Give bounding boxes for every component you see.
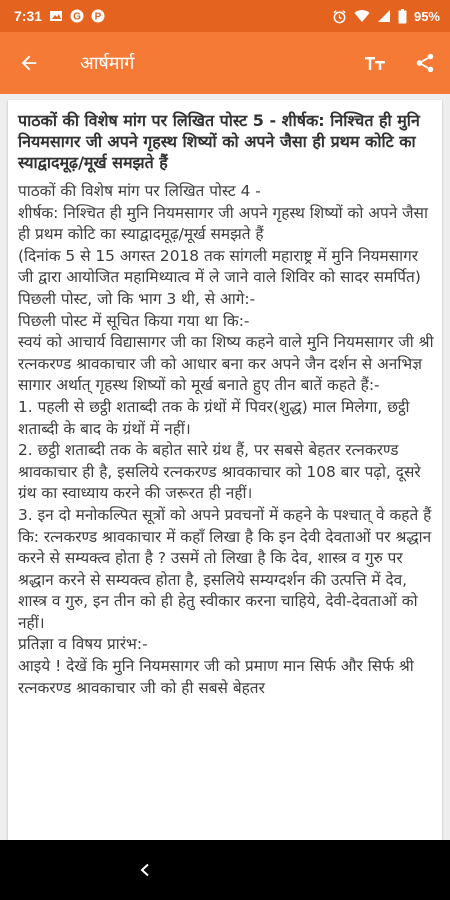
signal-icon [377,9,391,23]
wifi-icon [354,9,370,23]
p-app-icon [91,9,105,23]
chevron-left-icon [139,863,151,877]
post-paragraph: स्वयं को आचार्य विद्यासागर जी का शिष्य कहने वाले मुनि नियमसागर जी श्री रत्नकरण्ड श्रावकाचार जी को आधार बना कर अपने जैन दर्शन से अनभिज्ञ सागार अर्थात् गृहस्थ शिष्यों को मूर्ख बनाते हुए तीन बातें कहते हैं:- [18,333,434,395]
arrow-left-icon [18,52,40,74]
battery-icon [398,9,407,24]
post-title: पाठकों की विशेष मांग पर लिखित पोस्ट 5 - शीर्षक: निश्चित ही मुनि नियमसागर जी अपने गृहस्थ शिष्यों को अपने जैसा ही प्रथम कोटि का स्याद्वादमूढ़/मूर्ख समझते हैं [18,111,420,172]
google-icon [70,9,84,23]
image-icon [49,9,63,23]
status-time: 7:31 [14,8,43,24]
battery-percent: 95% [413,8,440,24]
post-paragraph: पाठकों की विशेष मांग पर लिखित पोस्ट 4 - [18,182,261,200]
post-paragraph: (दिनांक 5 से 15 अगस्त 2018 तक सांगली महाराष्ट्र में मुनि नियमसागर जी द्वारा आयोजित महामिथ्यात्व में ले जाने वाले शिविर को सादर समर्पित) [18,246,421,287]
navigation-bar [0,840,450,900]
share-icon [414,52,436,74]
post-paragraph: आइये ! देखें कि मुनि नियमसागर जी को प्रमाण मान सिर्फ और सिर्फ श्री रत्नकरण्ड श्रावकाचार जी को ही सबसे बेहतर [18,657,414,697]
post-paragraph: पिछली पोस्ट में सूचित किया गया था कि:- [18,311,250,330]
status-bar [0,0,450,32]
content-area[interactable] [0,94,450,840]
app-title: आर्षमार्ग [80,53,135,74]
svg-text:P: P [94,11,102,23]
post-card [8,100,442,840]
app-bar [0,32,450,94]
svg-text:G: G [73,11,81,23]
back-button[interactable] [0,32,58,94]
share-button[interactable] [400,32,450,94]
text-size-button[interactable] [350,32,400,94]
text-size-icon [363,52,387,74]
system-back-button[interactable] [125,850,165,890]
post-paragraph: 1. पहली से छट्ठी शताब्दी तक के ग्रंथों में पिवर(शुद्ध) माल मिलेगा, छट्ठी शताब्दी के बाद के ग्रंथों में नहीं। [18,397,410,438]
post-paragraph: 2. छट्ठी शताब्दी तक के बहोत सारे ग्रंथ हैं, पर सबसे बेहतर रत्नकरण्ड श्रावकाचार ही है, इसलिये रत्नकरण्ड श्रावकाचार को 108 बार पढ़ो, दूसरे ग्रंथ का स्वाध्याय करने की जरूरत ही नहीं। [18,441,421,503]
post-paragraph: पिछली पोस्ट, जो कि भाग 3 थी, से आगे:- [18,289,256,308]
post-body [18,181,434,699]
post-paragraph: शीर्षक: निश्चित ही मुनि नियमसागर जी अपने गृहस्थ शिष्यों को अपने जैसा ही प्रथम कोटि का स्याद्वादमूढ़/मूर्ख समझते हैं [18,203,428,244]
alarm-icon [332,9,347,24]
post-paragraph: 3. इन दो मनोकल्पित सूत्रों को अपने प्रवचनों में कहने के पश्चात् वे कहते हैं कि: रत्नकरण्ड श्रावकाचार में कहाँ लिखा है कि इन देवी देवताओं पर श्रद्धान करने से सम्यक्त्व होता है ? उसमें तो लिखा है कि देव, शास्त्र व गुरु पर श्रद्धान करने से सम्यक्त्व होता है, इसलिये सम्यग्दर्शन की उत्पत्ति में देव, शास्त्र व गुरु, इन तीन को ही हेतु स्वीकार करना चाहिये, देवी-देवताओं को नहीं। [18,505,432,632]
status-left [14,8,105,24]
post-paragraph: प्रतिज्ञा व विषय प्रारंभ:- [18,635,148,654]
status-right [332,9,440,24]
